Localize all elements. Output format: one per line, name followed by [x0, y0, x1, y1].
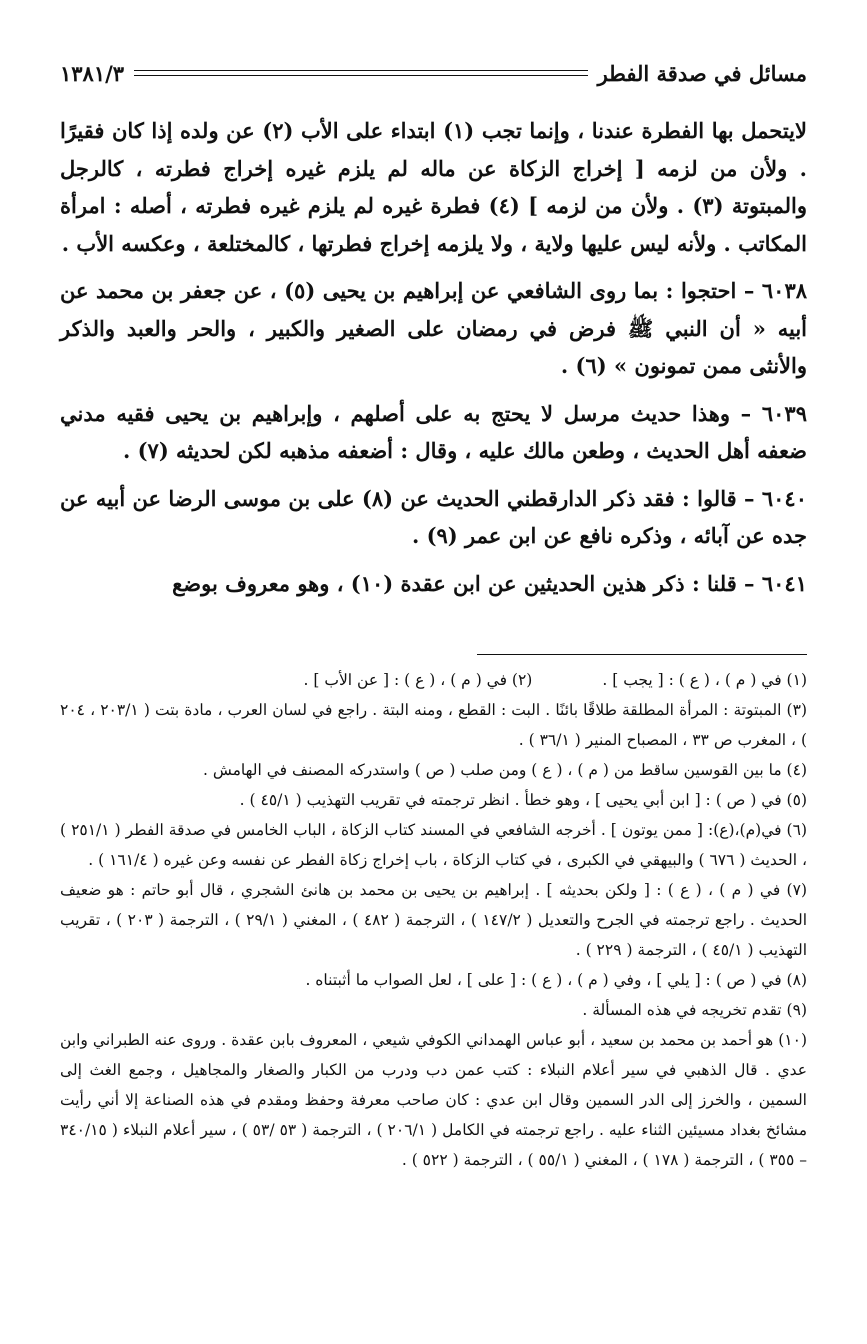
footnote-separator	[477, 654, 807, 655]
paragraph: ٦٠٣٩ – وهذا حديث مرسل لا يحتج به على أصلهم ، وإبراهيم بن يحيى فقيه مدني ضعفه أهل الحديث ، وطعن مالك عليه ، وقال : أضعفه مذهبه لكن لحديثه (٧) .	[60, 400, 807, 463]
footnote-row	[60, 665, 807, 695]
footnote: (٤) ما بين القوسين ساقط من ( م ) ، ( ع ) ومن صلب ( ص ) واستدركه المصنف في الهامش .	[202, 761, 807, 779]
footnote: (٧) في ( م ) ، ( ع ) : [ ولكن بحديثه ] . إبراهيم بن يحيى بن محمد بن هانئ الشجري ، قال أبو حاتم : هو ضعيف الحديث . راجع ترجمته في الجرح والتعديل ( ١٤٧/٢ ) ، الترجمة ( ٤٨٢ ) ، المغني ( ٢٩/١ ) ، الترجمة ( ٢٠٣ ) ، تقريب التهذيب ( ٤٥/١ ) ، الترجمة ( ٢٢٩ ) .	[60, 881, 808, 959]
footnote: (٣) المبتوتة : المرأة المطلقة طلاقًا بائنًا . البت : القطع ، ومنه البتة . راجع في لسان العرب ، مادة بتت ( ٢٠٣/١ ، ٢٠٤ ) ، المغرب ص ٣٣ ، المصباح المنير ( ٣٦/١ ) .	[60, 701, 808, 749]
main-text	[60, 112, 807, 612]
footnote: (٩) تقدم تخريجه في هذه المسألة .	[582, 1001, 807, 1019]
running-header	[60, 52, 807, 94]
footnote: (٨) في ( ص ) : [ يلي ] ، وفي ( م ) ، ( ع ) : [ على ] ، لعل الصواب ما أثبتناه .	[305, 971, 807, 989]
footnote: (٥) في ( ص ) : [ ابن أبي يحيى ] ، وهو خطأ . انظر ترجمته في تقريب التهذيب ( ٤٥/١ ) .	[239, 791, 807, 809]
page-reference: ١٣٨١/٣	[60, 60, 125, 86]
header-rule	[134, 70, 587, 76]
paragraph: لايتحمل بها الفطرة عندنا ، وإنما تجب (١) ابتداء على الأب (٢) عن ولده إذا كان فقيرًا . ولأن من لزمه [ إخراج الزكاة عن ماله لم يلزم غيره إخراج فطرته ، كالرجل والمبتوتة (٣) . ولأن من لزمه ] (٤) فطرة غيره لم يلزم غيره فطرته ، أصله : امرأة المكاتب . ولأنه ليس عليها ولاية ، ولا يلزمه إخراج فطرتها ، كالمختلعة ، وعكسه الأب .	[60, 118, 807, 256]
paragraph: ٦٠٣٨ – احتجوا : بما روى الشافعي عن إبراهيم بن يحيى (٥) ، عن جعفر بن محمد عن أبيه « أن النبي ﷺ فرض في رمضان على الصغير والكبير ، والحر والعبد والذكر والأنثى ممن تمونون » (٦) .	[60, 278, 808, 378]
footnote: (١) في ( م ) ، ( ع ) : [ يجب ] .	[602, 671, 807, 689]
paragraph: ٦٠٤١ – قلنا : ذكر هذين الحديثين عن ابن عقدة (١٠) ، وهو معروف بوضع	[172, 570, 807, 596]
footnotes	[60, 665, 807, 1175]
running-title: مسائل في صدقة الفطر	[597, 60, 807, 86]
footnote: (٦) في(م)،(ع): [ ممن يوتون ] . أخرجه الشافعي في المسند كتاب الزكاة ، الباب الخامس في صدقة الفطر ( ٢٥١/١ ) ، الحديث ( ٦٧٦ ) والبيهقي في الكبرى ، في كتاب الزكاة ، باب إخراج زكاة الفطر عن نفسه وعن غيره ( ١٦١/٤ ) .	[60, 821, 807, 869]
footnote: (٢) في ( م ) ، ( ع ) : [ عن الأب ] .	[303, 671, 533, 689]
paragraph: ٦٠٤٠ – قالوا : فقد ذكر الدارقطني الحديث عن (٨) على بن موسى الرضا عن أبيه عن جده عن آبائه ، وذكره نافع عن ابن عمر (٩) .	[60, 485, 807, 548]
footnote: (١٠) هو أحمد بن محمد بن سعيد ، أبو عباس الهمداني الكوفي شيعي ، المعروف بابن عقدة . وروى عنه الطبراني وابن عدي . قال الذهبي في سير أعلام النبلاء : كتب عمن دب ودرب من الكبار والصغار والمجاهيل ، وجمع الغث إلى السمين ، والخرز إلى الدر السمين وقال ابن عدي : كان صاحب معرفة وحفظ ومقدم في هذه الصناعة إلا أني رأيت مشائخ بغداد مسيئين الثناء عليه . راجع ترجمته في الكامل ( ٢٠٦/١ ) ، الترجمة ( ٥٣ /٥٣ ) ، سير أعلام النبلاء ( ٣٤٠/١٥ – ٣٥٥ ) ، الترجمة ( ١٧٨ ) ، المغني ( ٥٥/١ ) ، الترجمة ( ٥٢٢ ) .	[60, 1031, 808, 1169]
